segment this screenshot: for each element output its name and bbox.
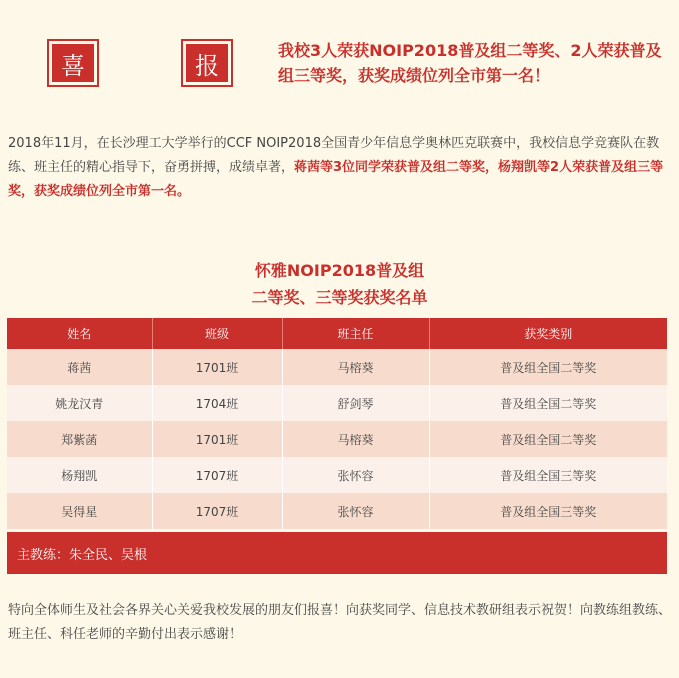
cell-class: 1701班 <box>152 421 282 457</box>
intro-highlight: 蒋茜等3位同学荣获普及组二等奖，杨翔凯等2人荣获普及组三等奖，获奖成绩位列全市第一名。 <box>8 160 664 199</box>
header-char-1: 喜 <box>52 44 94 82</box>
cell-award: 普及组全国二等奖 <box>429 349 667 385</box>
head-coach-banner <box>7 532 667 574</box>
header-class: 班级 <box>152 318 282 349</box>
cell-class: 1701班 <box>152 349 282 385</box>
table-row <box>7 349 667 385</box>
headline: 我校3人荣获NOIP2018普及组二等奖、2人荣获普及组三等奖，获奖成绩位列全市第一名！ <box>278 41 662 85</box>
header-char-box-1 <box>47 39 99 87</box>
cell-award: 普及组全国三等奖 <box>429 457 667 493</box>
intro-text: 2018年11月，在长沙理工大学举行的CCF NOIP2018全国青少年信息学奥林匹克联赛中，我校信息学竞赛队在教练、班主任的精心指导下，奋勇拼搏，成绩卓著， <box>8 136 660 175</box>
cell-teacher: 舒剑琴 <box>282 385 429 421</box>
table-header-row <box>7 318 667 349</box>
cell-name: 郑紫菡 <box>7 421 152 457</box>
table-title-line-2: 二等奖、三等奖获奖名单 <box>251 288 428 307</box>
header-teacher: 班主任 <box>282 318 429 349</box>
cell-teacher: 马榕葵 <box>282 349 429 385</box>
header-char-2: 报 <box>186 44 228 82</box>
table-row <box>7 493 667 529</box>
intro-paragraph <box>8 132 670 204</box>
cell-teacher: 马榕葵 <box>282 421 429 457</box>
head-coach-text: 主教练：朱全民、吴根 <box>17 547 148 563</box>
cell-name: 姚龙汉青 <box>7 385 152 421</box>
cell-teacher: 张怀容 <box>282 493 429 529</box>
table-row <box>7 457 667 493</box>
award-table <box>7 318 667 529</box>
table-row <box>7 421 667 457</box>
cell-name: 吴得星 <box>7 493 152 529</box>
header-char-box-2 <box>181 39 233 87</box>
cell-class: 1707班 <box>152 457 282 493</box>
cell-name: 杨翔凯 <box>7 457 152 493</box>
cell-award: 普及组全国二等奖 <box>429 421 667 457</box>
closing-paragraph: 特向全体师生及社会各界关心关爱我校发展的朋友们报喜！向获奖同学、信息技术教研组表示祝贺！向教练组教练、班主任、科任老师的辛勤付出表示感谢！ <box>8 603 672 642</box>
cell-name: 蒋茜 <box>7 349 152 385</box>
header-award: 获奖类别 <box>429 318 667 349</box>
header-name: 姓名 <box>7 318 152 349</box>
cell-class: 1704班 <box>152 385 282 421</box>
table-row <box>7 385 667 421</box>
cell-teacher: 张怀容 <box>282 457 429 493</box>
cell-award: 普及组全国二等奖 <box>429 385 667 421</box>
table-title-line-1: 怀雅NOIP2018普及组 <box>254 261 425 280</box>
cell-class: 1707班 <box>152 493 282 529</box>
cell-award: 普及组全国三等奖 <box>429 493 667 529</box>
